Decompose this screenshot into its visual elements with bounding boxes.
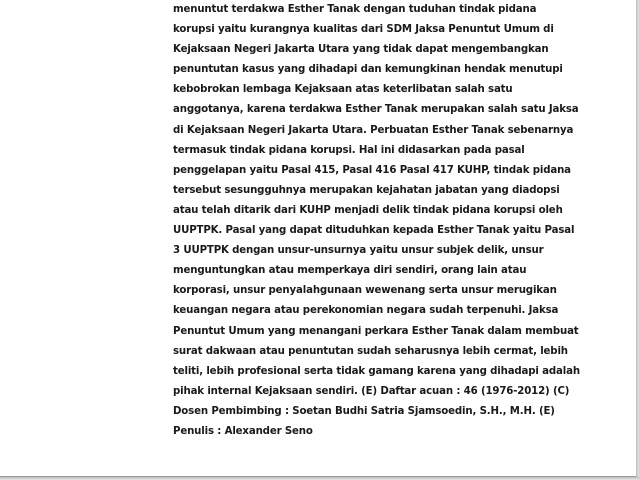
text-line: termasuk tindak pidana korupsi. Hal ini didasarkan pada pasal: [173, 144, 525, 156]
text-line: korporasi, unsur penyalahgunaan wewenang serta unsur merugikan: [173, 285, 557, 297]
document-body-text: [173, 0, 580, 442]
text-line: korupsi yaitu kurangnya kualitas dari SDM Jaksa Penuntut Umum di: [173, 24, 554, 36]
text-line: keuangan negara atau perekonomian negara sudah terpenuhi. Jaksa: [173, 305, 559, 317]
text-line: menuntut terdakwa Esther Tanak dengan tuduhan tindak pidana: [173, 4, 537, 15]
text-line: pihak internal Kejaksaan sendiri. (E) Daftar acuan : 46 (1976-2012) (C): [173, 385, 570, 397]
text-line: penggelapan yaitu Pasal 415, Pasal 416 Pasal 417 KUHP, tindak pidana: [173, 164, 571, 176]
text-line: surat dakwaan atau penuntutan sudah seharusnya lebih cermat, lebih: [173, 345, 568, 357]
text-line: Penuntut Umum yang menangani perkara Esther Tanak dalam membuat: [173, 325, 579, 337]
text-line: anggotanya, karena terdakwa Esther Tanak merupakan salah satu Jaksa: [173, 104, 579, 116]
text-line: UUPTPK. Pasal yang dapat dituduhkan kepada Esther Tanak yaitu Pasal: [173, 225, 575, 237]
text-line: teliti, lebih profesional serta tidak gamang karena yang dihadapi adalah: [173, 365, 580, 377]
text-line: Kejaksaan Negeri Jakarta Utara yang tidak dapat mengembangkan: [173, 44, 549, 56]
text-line: penuntutan kasus yang dihadapi dan kemungkinan hendak menutupi: [173, 64, 563, 76]
text-line: tersebut sesungguhnya merupakan kejahatan jabatan yang diadopsi: [173, 184, 560, 196]
text-line: Dosen Pembimbing : Soetan Budhi Satria Sjamsoedin, S.H., M.H. (E): [173, 405, 555, 417]
text-line: menguntungkan atau memperkaya diri sendiri, orang lain atau: [173, 265, 527, 277]
text-line: di Kejaksaan Negeri Jakarta Utara. Perbuatan Esther Tanak sebenarnya: [173, 124, 574, 136]
text-line: 3 UUPTPK dengan unsur-unsurnya yaitu unsur subjek delik, unsur: [173, 245, 544, 257]
text-line: atau telah ditarik dari KUHP menjadi delik tindak pidana korupsi oleh: [173, 204, 563, 216]
text-line: Penulis : Alexander Seno: [173, 425, 313, 437]
text-line: kebobrokan lembaga Kejaksaan atas keterlibatan salah satu: [173, 84, 513, 96]
